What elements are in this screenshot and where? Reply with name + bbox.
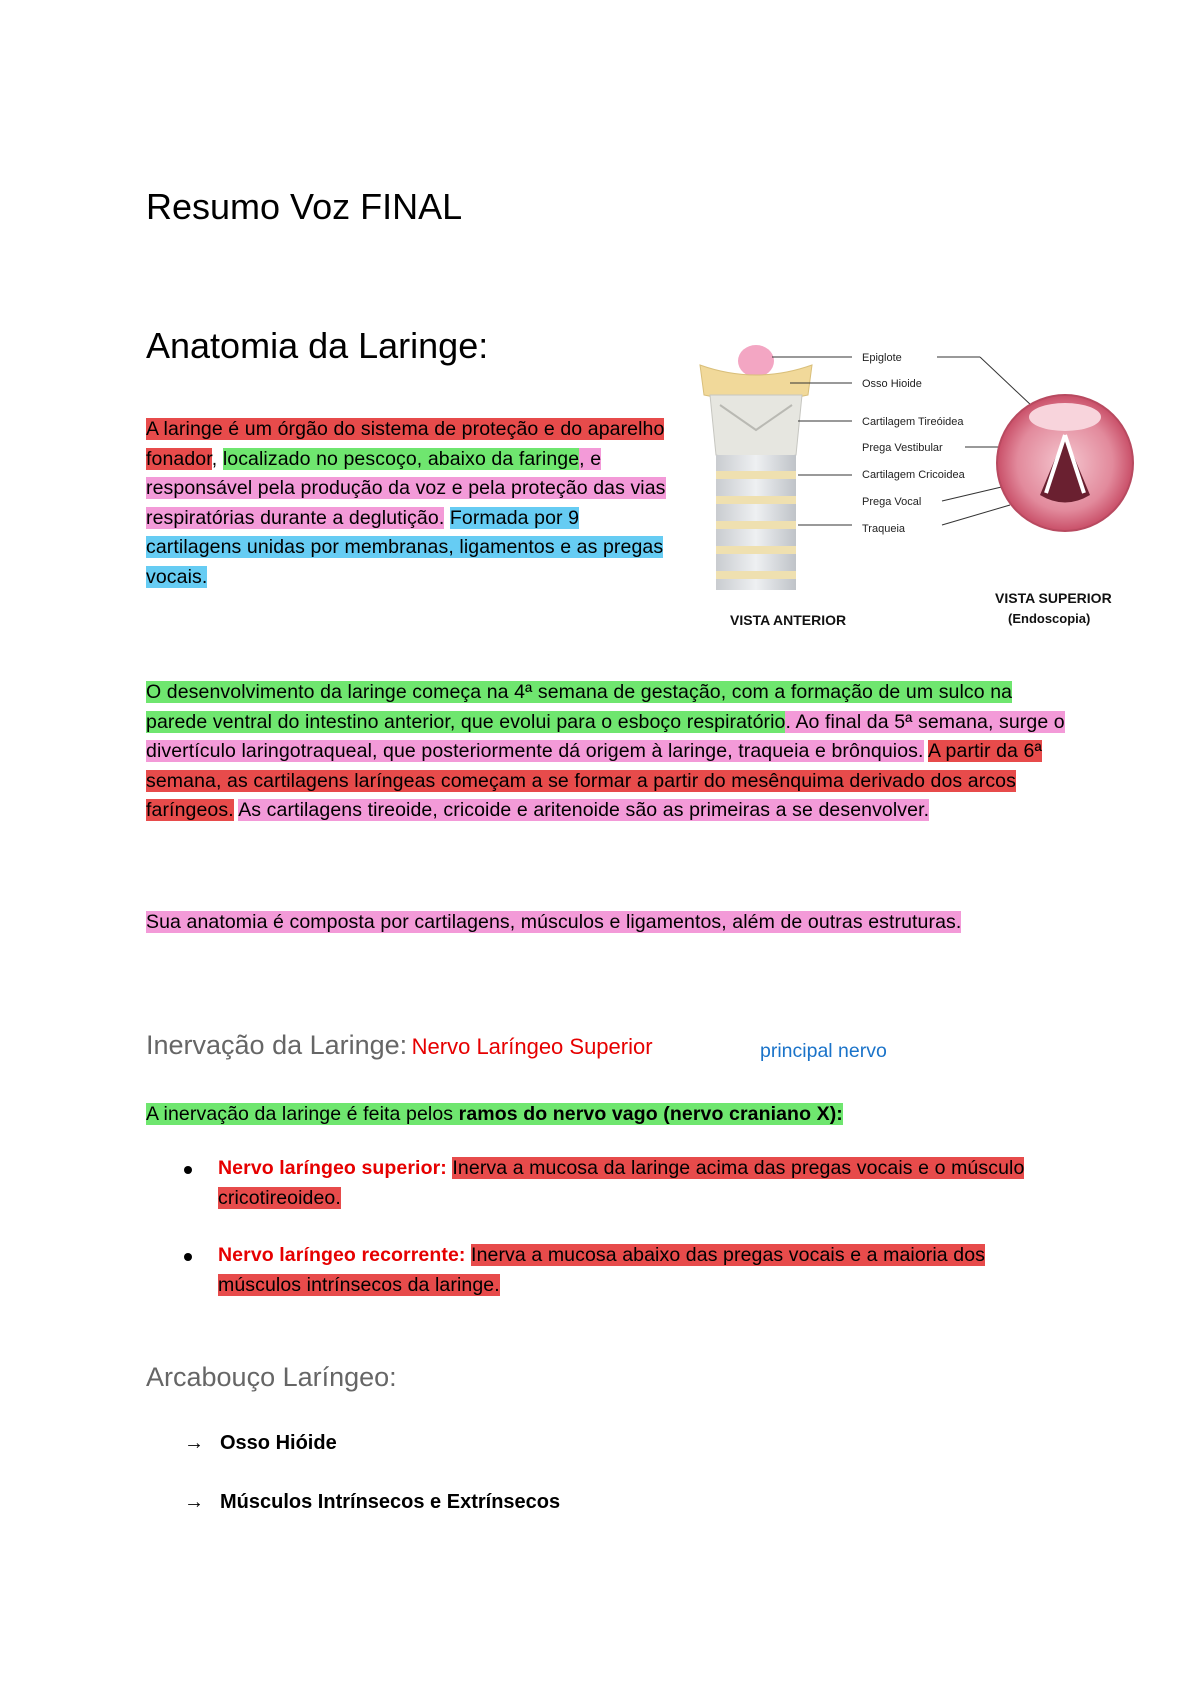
composition-highlight-pink: Sua anatomia é composta por cartilagens, músculos e ligamentos, além de outras estruturas. — [146, 911, 962, 933]
caption-superior: VISTA SUPERIOR — [995, 590, 1112, 606]
inervacao-intro-bold: ramos do nervo vago (nervo craniano X): — [458, 1103, 843, 1125]
list-item — [146, 1432, 337, 1455]
section-heading-anatomia: Anatomia da Laringe: — [146, 325, 489, 366]
development-highlight-red: A partir da 6ª semana, as cartilagens laríngeas começam a se formar a partir do mesênquima derivado dos arcos faríngeos. — [146, 740, 1042, 821]
inervacao-intro-highlight — [146, 1103, 843, 1125]
figure-label-2: Cartilagem Tireóidea — [862, 416, 964, 428]
arrow-icon: → — [184, 1491, 204, 1513]
inervacao-heading-row — [146, 1030, 653, 1061]
composition-paragraph — [146, 908, 1066, 938]
figure-label-4: Cartilagem Cricoidea — [862, 469, 965, 481]
nerve-list — [146, 1154, 1066, 1300]
figure-label-5: Prega Vocal — [862, 496, 922, 508]
inervacao-note-blue: principal nervo — [760, 1040, 887, 1062]
intro-highlight-cyan: Formada por 9 cartilagens unidas por membranas, ligamentos e as pregas vocais. — [146, 506, 664, 588]
document-title: Resumo Voz FINAL — [146, 186, 463, 227]
figure-label-1: Osso Hioide — [862, 378, 922, 390]
bullet-icon — [184, 1166, 192, 1174]
development-highlight-pink-1: . Ao final da 5ª semana, surge o divertículo laringotraqueal, que posteriormente dá origem à laringe, traqueia e brônquios. — [146, 710, 1065, 762]
larynx-figure — [680, 335, 1140, 635]
development-highlight-pink-2: As cartilagens tireoide, cricoide e aritenoide são as primeiras a se desenvolver. — [238, 799, 930, 821]
larynx-illustration — [680, 335, 1140, 635]
nerve-label: Nervo laríngeo recorrente: — [218, 1244, 466, 1266]
inervacao-heading: Inervação da Laringe: — [146, 1030, 408, 1060]
intro-paragraph — [146, 415, 676, 592]
superior-view — [997, 395, 1133, 531]
figure-label-0: Epiglote — [862, 352, 902, 364]
list-item — [146, 1154, 1066, 1213]
figure-label-3: Prega Vestibular — [862, 442, 943, 454]
bullet-icon — [184, 1253, 192, 1261]
inervacao-intro-plain: A inervação da laringe é feita pelos — [146, 1103, 459, 1125]
list-item — [146, 1491, 560, 1514]
intro-highlight-pink: , e responsável pela produção da voz e pela proteção das vias respiratórias durante a deglutição. — [146, 447, 666, 529]
arcabouco-item-0: Osso Hióide — [220, 1432, 337, 1454]
caption-superior-sub: (Endoscopia) — [1008, 611, 1091, 626]
list-item — [146, 1241, 1066, 1300]
nerve-description: Inerva a mucosa da laringe acima das pregas vocais e o músculo cricotireoideo. — [218, 1157, 1025, 1209]
arcabouco-heading: Arcabouço Laríngeo: — [146, 1362, 397, 1392]
development-highlight-green: O desenvolvimento da laringe começa na 4ª semana de gestação, com a formação de um sulco na parede ventral do intestino anterior, que evolui para o esboço respiratório — [146, 681, 1013, 733]
inervacao-intro — [146, 1100, 1066, 1130]
figure-label-6: Traqueia — [862, 523, 906, 535]
intro-separator: , — [211, 447, 218, 470]
nerve-description: Inerva a mucosa abaixo das pregas vocais e a maioria dos músculos intrínsecos da laringe. — [218, 1244, 986, 1296]
intro-highlight-green: localizado no pescoço, abaixo da faringe — [222, 447, 580, 470]
arrow-icon: → — [184, 1432, 204, 1454]
development-paragraph — [146, 678, 1066, 826]
anterior-view — [700, 345, 812, 590]
arcabouco-item-1: Músculos Intrínsecos e Extrínsecos — [220, 1491, 561, 1513]
inervacao-heading-red: Nervo Laríngeo Superior — [411, 1034, 653, 1059]
nerve-label: Nervo laríngeo superior: — [218, 1157, 447, 1179]
caption-anterior: VISTA ANTERIOR — [730, 612, 847, 628]
intro-highlight-red: A laringe é um órgão do sistema de proteção e do aparelho fonador — [146, 418, 665, 470]
